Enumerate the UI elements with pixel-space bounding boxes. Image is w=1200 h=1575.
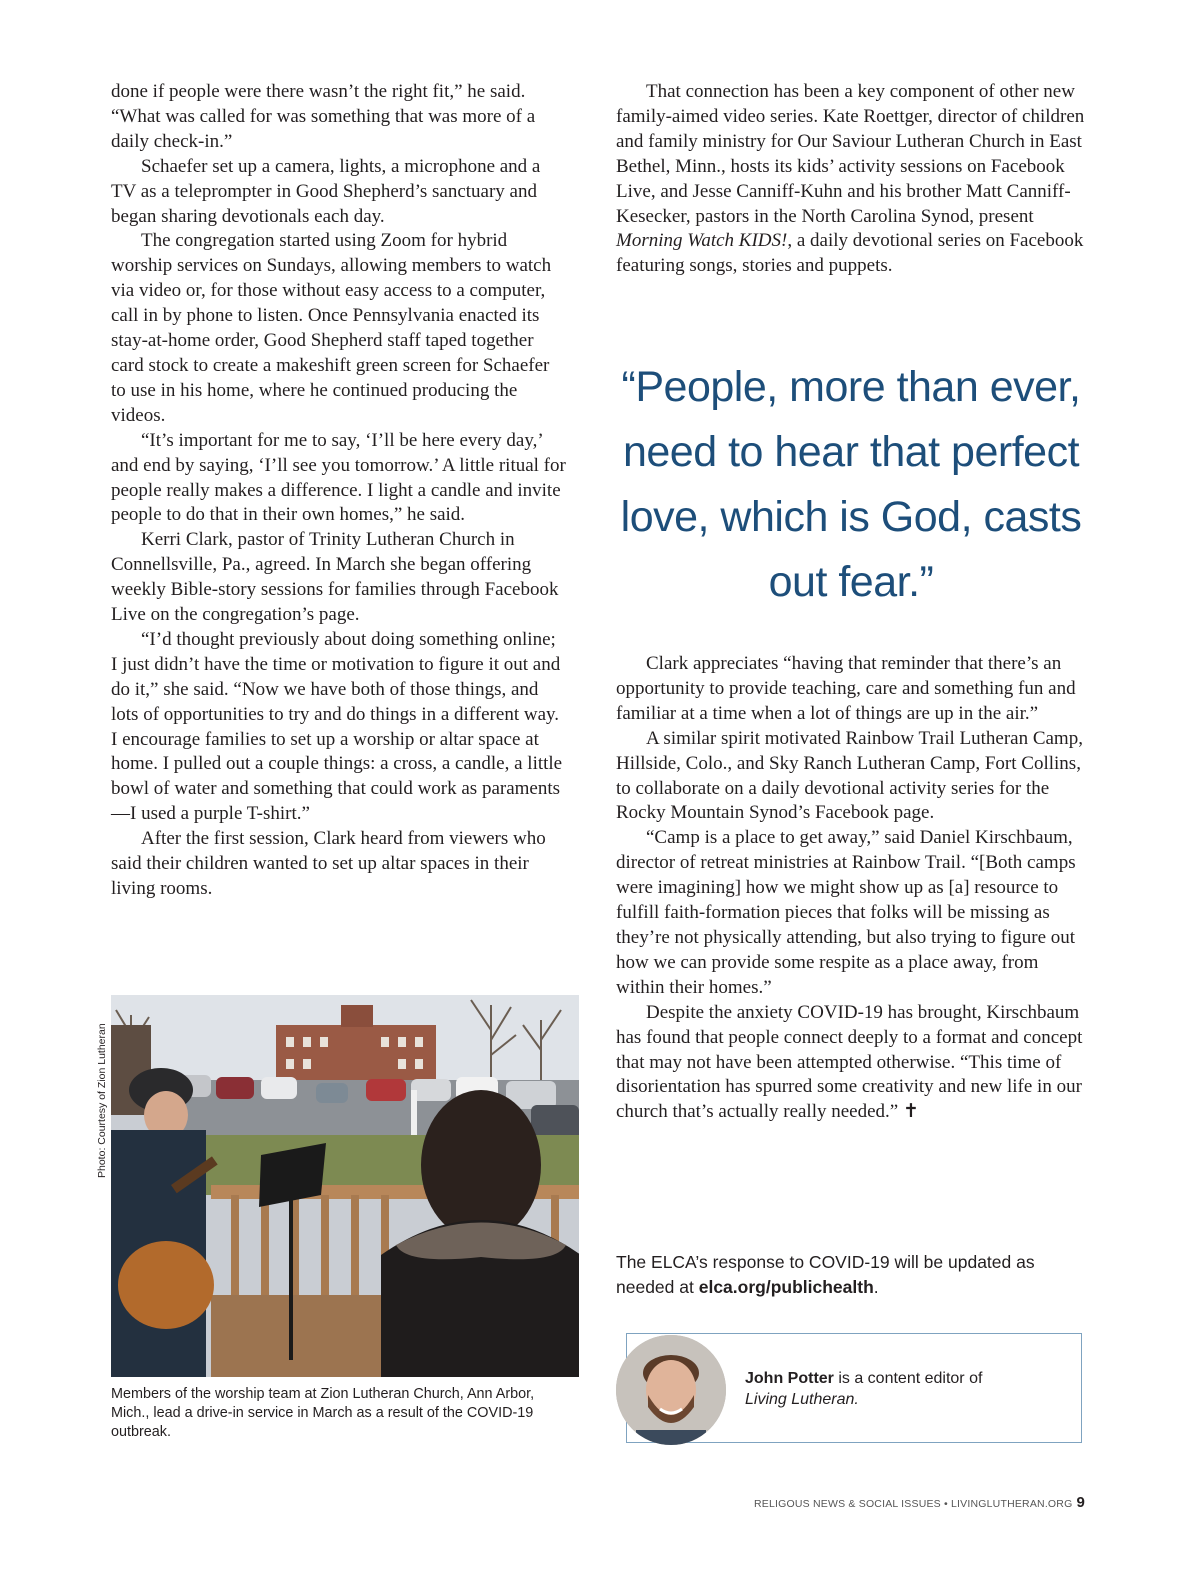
article-paragraph: done if people were there wasn’t the right fit,” he said. “What was called for was something that was more of a daily check-in.” (111, 81, 536, 152)
update-note-end: . (873, 1277, 879, 1297)
author-avatar (616, 1335, 726, 1445)
article-paragraph: A similar spirit motivated Rainbow Trail Lutheran Camp, Hillside, Colo., and Sky Ranch Lutheran Camp, Fort Collins, to collaborate on a daily devotional activity series for the Rocky Mountain Synod’s Facebook page. (616, 727, 1083, 824)
article-paragraph: The congregation started using Zoom for hybrid worship services on Sundays, allowing members to watch via video or, for those without easy access to a computer, call in by phone to listen. Once Pennsylvania enacted its stay-at-home order, Good Shepherd staff taped together card stock to create a makeshift green screen for Schaefer to use in his home, where he continued producing the videos. (111, 230, 552, 426)
public-health-link[interactable]: elca.org/publichealth (698, 1277, 874, 1297)
photo-caption: Members of the worship team at Zion Lutheran Church, Ann Arbor, Mich., lead a drive-in service in March as a result of the COVID-19 outbreak. (111, 1386, 535, 1440)
article-paragraph: Kerri Clark, pastor of Trinity Lutheran Church in Connellsville, Pa., agreed. In March she began offering weekly Bible-story sessions for families through Facebook Live on the congregation’s page. (111, 529, 559, 626)
paragraph-text: That connection has been a key component of other new family-aimed video series. Kate Roettger, director of children and family ministry for Our Saviour Lutheran Church in East Bethel, Minn., hosts its kids’ activity sessions on Facebook Live, and Jesse Canniff-Kuhn and his brother Matt Canniff-Kesecker, pastors in the North Carolina Synod, present (616, 81, 1085, 227)
article-paragraph: Clark appreciates “having that reminder that there’s an opportunity to provide teaching, care and something fun and familiar at a time when a lot of things are up in the air.” (616, 653, 1076, 724)
article-paragraph: After the first session, Clark heard from viewers who said their children wanted to set up altar spaces in their living rooms. (111, 828, 546, 899)
publication-name: Living Lutheran. (745, 1391, 859, 1408)
page-number: 9 (1076, 1494, 1085, 1511)
left-article-column (111, 80, 566, 902)
worship-team-photo (111, 995, 579, 1377)
article-paragraph: “I’d thought previously about doing something online; I just didn’t have the time or motivation to figure it out and do it,” she said. “Now we have both of those things, and lots of opportunities to try and do things in a different way. I encourage families to set up a worship or altar space at home. I pulled out a couple things: a cross, a candle, a little bowl of water and something that could work as paraments—I used a purple T-shirt.” (111, 628, 563, 825)
article-paragraph: “Camp is a place to get away,” said Daniel Kirschbaum, director of retreat ministries at Rainbow Trail. “[Both camps were imagining] how we might show up as [a] resource to fulfill faith-formation pieces that folks will be missing as they’re not physically attending, but also trying to figure out how we can provide some respite as a place away, from within their homes.” (616, 827, 1076, 998)
paragraph-text: , a daily devotional series on Facebook featuring songs, stories and puppets. (616, 230, 1084, 277)
update-note-text: The ELCA’s response to COVID-19 will be updated as needed at (616, 1252, 1035, 1297)
update-note (616, 1250, 1086, 1300)
article-paragraph: “It’s important for me to say, ‘I’ll be here every day,’ and end by saying, ‘I’ll see you tomorrow.’ A little ritual for people really makes a difference. I light a candle and invite people to do that in their own homes,” he said. (111, 429, 566, 526)
article-paragraph (616, 80, 1086, 279)
author-bio-text (745, 1368, 1065, 1410)
article-paragraph: Schaefer set up a camera, lights, a microphone and a TV as a teleprompter in Good Shepherd’s sanctuary and began sharing devotionals each day. (111, 155, 541, 227)
series-title: Morning Watch KIDS! (616, 230, 788, 252)
article-paragraph: Despite the anxiety COVID-19 has brought, Kirschbaum has found that people connect deeply to a format and concept that may not have been attempted otherwise. “This time of disorientation has spurred some creativity and new life in our church that’s actually really needed.” ✝ (616, 1001, 1083, 1123)
photo-credit: Photo: Courtesy of Zion Lutheran (96, 1023, 108, 1178)
right-article-column-bottom (616, 652, 1086, 1125)
author-role: is a content editor of (833, 1370, 983, 1387)
page-footer (754, 1494, 1085, 1511)
right-article-column-top (616, 80, 1086, 279)
footer-section: RELIGOUS NEWS & SOCIAL ISSUES • LIVINGLUTHERAN.ORG (754, 1498, 1073, 1510)
pull-quote: “People, more than ever, need to hear that perfect love, which is God, casts out fear.” (620, 363, 1082, 606)
author-name: John Potter (745, 1370, 834, 1387)
